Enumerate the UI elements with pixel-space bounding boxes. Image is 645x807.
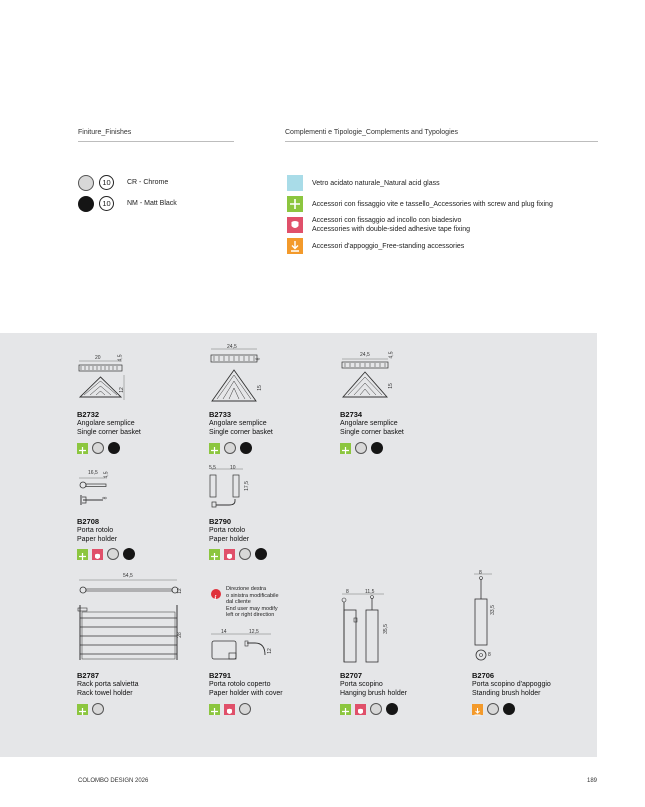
dim-diameter: 8 [346, 589, 349, 595]
product-code: B2733 [209, 410, 232, 419]
adhesive-tape-icon [287, 217, 303, 233]
dim-height: 33,5 [489, 605, 496, 615]
dim-width: 54,5 [123, 573, 133, 579]
finish-code-badge: 10 [99, 196, 114, 211]
footer-brand: COLOMBO DESIGN 2026 [78, 778, 149, 784]
product-code: B2707 [340, 671, 363, 680]
b2790-drawing [209, 465, 259, 515]
chrome-swatch [239, 548, 251, 560]
finishes-rule [78, 141, 234, 142]
adhesive-tape-icon [92, 549, 103, 560]
product-b2733 [209, 345, 319, 465]
product-options [472, 703, 515, 715]
screw-plug-icon [340, 443, 351, 454]
product-name-it: Rack porta salvietta [77, 681, 139, 688]
product-b2787 [77, 570, 187, 720]
product-options [209, 442, 252, 454]
finish-label: NM - Matt Black [127, 200, 177, 207]
product-name-en: Standing brush holder [472, 690, 541, 697]
screw-plug-icon [340, 704, 351, 715]
b2733-drawing [209, 345, 269, 405]
dim-height: 15 [387, 383, 394, 389]
dim-width: 16,5 [88, 470, 98, 476]
legend-text: Accessori con fissaggio vite e tassello_Accessories with screw and plug fixing [312, 201, 553, 208]
dim-height: 35,5 [382, 624, 389, 634]
product-b2790 [209, 465, 319, 565]
dim-depth: 12,5 [249, 629, 259, 635]
chrome-swatch [78, 175, 94, 191]
matt-black-swatch [255, 548, 267, 560]
product-name-en: Paper holder [209, 536, 250, 543]
free-standing-icon [287, 238, 303, 254]
direction-note-4: End user may modify [226, 605, 278, 612]
product-name-en: Single corner basket [209, 429, 273, 436]
product-name-it: Angolare semplice [209, 420, 267, 427]
direction-note-3: dal cliente [226, 599, 251, 605]
chrome-swatch [92, 442, 104, 454]
legend-text: Accessori d'appoggio_Free-standing accessories [312, 243, 465, 250]
screw-plug-icon [287, 196, 303, 212]
dim-width: 24,5 [360, 352, 370, 358]
finishes-title: Finiture_Finishes [78, 129, 132, 136]
chrome-swatch [224, 442, 236, 454]
product-b2732 [77, 345, 187, 465]
matt-black-swatch [371, 442, 383, 454]
legend-text-en: Accessories with double-sided adhesive tape fixing [312, 226, 470, 233]
product-name-en: Single corner basket [77, 429, 141, 436]
dim-depth: 6 [255, 357, 262, 361]
page-number: 189 [587, 778, 598, 784]
product-b2707 [340, 570, 450, 720]
dim-depth: 11,5 [365, 589, 375, 595]
product-options [77, 442, 120, 454]
chrome-swatch [370, 703, 382, 715]
legend-standing [285, 238, 605, 256]
matt-black-swatch [240, 442, 252, 454]
dim-width: 24,5 [227, 344, 237, 350]
product-name-en: Hanging brush holder [340, 690, 407, 697]
product-options [209, 548, 267, 560]
dim-height: 12 [118, 387, 125, 393]
b2708-drawing [77, 465, 127, 515]
product-name-it: Porta rotolo [77, 527, 114, 534]
finish-label: CR - Chrome [127, 179, 169, 186]
product-name-it: Porta rotolo [209, 527, 246, 534]
svg-text:i: i [214, 593, 217, 602]
dim-diameter: 8 [479, 570, 482, 576]
info-icon [211, 589, 221, 602]
product-options [209, 703, 251, 715]
screw-plug-icon [209, 443, 220, 454]
chrome-swatch [355, 442, 367, 454]
b2706-drawing [472, 565, 532, 665]
product-code: B2790 [209, 517, 232, 526]
product-options [340, 442, 383, 454]
product-code: B2708 [77, 517, 100, 526]
dim-height: 28 [176, 632, 183, 638]
chrome-swatch [487, 703, 499, 715]
dim-base: 8 [488, 652, 491, 658]
adhesive-tape-icon [224, 549, 235, 560]
product-b2734 [340, 345, 450, 465]
dim-depth: 4,5 [117, 354, 124, 362]
product-b2791 [209, 570, 324, 720]
product-options [340, 703, 398, 715]
glass-square-icon [287, 175, 303, 191]
adhesive-tape-icon [355, 704, 366, 715]
dim-depth: 4,5 [388, 351, 395, 359]
chrome-swatch [239, 703, 251, 715]
product-name-it: Porta scopino d'appoggio [472, 681, 551, 688]
matt-black-swatch [386, 703, 398, 715]
screw-plug-icon [209, 549, 220, 560]
complements-title: Complementi e Tipologie_Complements and Typologies [285, 129, 459, 136]
dim-height: 17,5 [243, 481, 250, 491]
screw-plug-icon [77, 704, 88, 715]
product-name-en: Single corner basket [340, 429, 404, 436]
dim-height: 12 [266, 648, 273, 654]
product-name-it: Porta rotolo coperto [209, 681, 271, 688]
dim-depth: 12 [176, 588, 183, 594]
product-name-en: Paper holder [77, 536, 118, 543]
product-options [77, 548, 135, 560]
product-name-en: Rack towel holder [77, 690, 133, 697]
legend-text: Accessori con fissaggio ad incollo con biadesivo [312, 217, 462, 224]
free-standing-icon [472, 704, 483, 715]
dim-width: 14 [221, 629, 227, 635]
screw-plug-icon [77, 549, 88, 560]
legend-adhesive [285, 216, 605, 234]
dim-depth: 4,5 [103, 471, 110, 479]
screw-plug-icon [209, 704, 220, 715]
chrome-swatch [107, 548, 119, 560]
product-code: B2791 [209, 671, 232, 680]
product-options [77, 703, 104, 715]
matt-black-swatch [108, 442, 120, 454]
legend-text: Vetro acidato naturale_Natural acid glass [312, 180, 440, 187]
adhesive-tape-icon [224, 704, 235, 715]
direction-note-2: o sinistra modificabile [226, 592, 279, 599]
legend-screw [285, 196, 605, 212]
direction-note-5: left or right direction [226, 612, 275, 618]
matt-black-swatch [78, 196, 94, 212]
matt-black-swatch [123, 548, 135, 560]
product-name-en: Paper holder with cover [209, 690, 283, 697]
dim-height: 15 [256, 385, 263, 391]
chrome-swatch [92, 703, 104, 715]
matt-black-swatch [503, 703, 515, 715]
direction-note-1: Direzione destra [226, 586, 267, 592]
dim-width: 20 [95, 355, 101, 361]
product-b2708 [77, 465, 187, 565]
b2732-drawing [77, 345, 137, 405]
product-code: B2787 [77, 671, 100, 680]
b2707-drawing [340, 570, 400, 670]
dim-depth: 5,5 [209, 465, 216, 471]
product-b2706 [472, 565, 582, 720]
product-name-it: Angolare semplice [77, 420, 135, 427]
product-code: B2734 [340, 410, 363, 419]
legend-glass [285, 175, 605, 191]
product-name-it: Porta scopino [340, 681, 383, 688]
finish-code-badge: 10 [99, 175, 114, 190]
b2787-drawing [77, 570, 187, 670]
product-code: B2732 [77, 410, 100, 419]
complements-rule [285, 141, 598, 142]
screw-plug-icon [77, 443, 88, 454]
product-name-it: Angolare semplice [340, 420, 398, 427]
dim-height: 8 [102, 496, 109, 500]
dim-width: 10 [230, 465, 236, 471]
product-code: B2706 [472, 671, 495, 680]
